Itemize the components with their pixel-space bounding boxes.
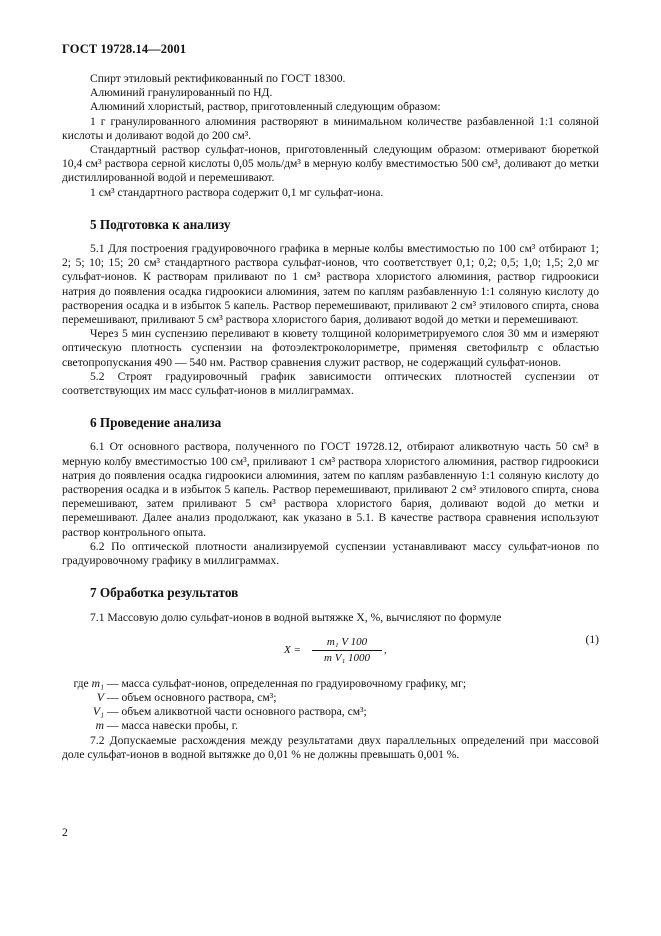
paragraph: 7.1 Массовую долю сульфат-ионов в водной вытяжке X, %, вычисляют по формуле (90, 610, 502, 624)
reagent-line: 1 г гранулированного алюминия растворяют в минимальном количестве разбавленной 1:1 соляной кислоты и доливают водой до 200 см³. (62, 114, 599, 142)
legend-text: — объем основного раствора, см³; (107, 690, 277, 704)
legend-symbol: m₁ (91, 676, 104, 690)
legend-text: — масса сульфат-ионов, определенная по градуировочному графику, мг; (107, 676, 467, 690)
section-heading: 6 Проведение анализа (90, 415, 222, 431)
paragraph: 7.2 Допускаемые расхождения между результатами двух параллельных определений при массовой доле сульфат-ионов в водной вытяжке до 0,01 % не должны превышать 0,001 %. (62, 733, 599, 761)
reagent-line: 1 см³ стандартного раствора содержит 0,1 мг сульфат-иона. (90, 185, 384, 199)
paragraph: 6.1 От основного раствора, полученного по ГОСТ 19728.12, отбирают аликвотную часть 50 см³ в мерную колбу вместимостью 100 см³, приливают 1 см³ раствора хлористого алюминия, раствор гидроокиси натрия до появления осадка гидроокиси алюминия, затем по каплям разбавленную 1:1 соляную кислоту до растворения осадка и в избыток 5 капель. Раствор перемешивают, приливают 2 см³ этилового спирта, снова перемешивают, затем приливают 5 см³ раствора хлористого бария, доливают водой до метки и перемешивают. Далее анализ продолжают, как указано в 5.1. В качестве раствора сравнения используют раствор контрольного опыта. (62, 440, 599, 539)
formula-block (62, 633, 599, 671)
formula-denominator: m V₁ 1000 (324, 651, 370, 664)
paragraph: 5.2 Строят градуировочный график зависимости оптических плотностей суспензии от соответствующих им масс сульфат-ионов в миллиграммах. (62, 369, 599, 398)
formula-lhs: X = (284, 643, 301, 656)
reagent-line: Алюминий хлористый, раствор, приготовленный следующим образом: (90, 100, 441, 114)
page-number: 2 (62, 826, 68, 839)
legend-symbol: V (96, 690, 104, 704)
legend-symbol: m (95, 719, 104, 733)
formula-tail: , (384, 643, 387, 656)
paragraph: Через 5 мин суспензию переливают в кювету толщиной колориметрируемого слоя 30 мм и измеряют оптическую плотность суспензии на фотоэлектроколориметре, применяя светофильтр с областью светопропускания 490 — 540 нм. Раствор сравнения служит раствор, не содержащий сульфат-ионов. (62, 327, 599, 369)
variable-legend (62, 677, 599, 734)
legend-row (62, 705, 599, 719)
section-heading: 5 Подготовка к анализу (90, 216, 231, 232)
reagent-line: Спирт этиловый ректификованный по ГОСТ 18300. (90, 72, 346, 85)
legend-lead: где (73, 676, 89, 690)
paragraph: 5.1 Для построения градуировочного графика в мерные колбы вместимостью по 100 см³ отбирают 1; 2; 5; 10; 15; 20 см³ стандартного раствора сульфат-ионов, что соответствует 0,1; 0,2; 0,5; 1,0; 1,5; 2,0 мг сульфат-ионов. К растворам приливают по 1 см³ раствора хлористого алюминия, раствор гидроокиси натрия до появления осадка гидроокиси алюминия, затем по каплям разбавленную 1:1 соляную кислоту до растворения осадка и в избыток 5 капель. Раствор перемешивают, приливают 2 см³ этилового спирта, снова перемешивают, приливают 5 см³ раствора хлористого бария, доливают водой до метки и перемешивают. (62, 242, 599, 327)
reagent-line: Стандартный раствор сульфат-ионов, приготовленный следующим образом: отмеривают бюреткой 10,4 см³ раствора серной кислоты 0,05 моль/дм³ в мерную колбу вместимостью 500 см³, доливают до метки дистиллированной водой и перемешивают. (62, 143, 599, 185)
section-heading: 7 Обработка результатов (90, 585, 239, 601)
document-body (62, 72, 599, 762)
legend-text: — масса навески пробы, г. (107, 719, 239, 733)
legend-row (62, 677, 599, 691)
document-header: ГОСТ 19728.14—2001 (62, 42, 187, 56)
legend-row (62, 719, 599, 733)
legend-text: — объем аликвотной части основного раствора, см³; (107, 705, 367, 719)
equation-number: (1) (585, 632, 599, 646)
formula-numerator: m₁ V 100 (312, 635, 382, 651)
legend-row (62, 691, 599, 705)
legend-symbol: V₁ (92, 705, 104, 719)
reagent-line: Алюминий гранулированный по НД. (90, 86, 273, 100)
paragraph: 6.2 По оптической плотности анализируемой суспензии устанавливают массу сульфат-ионов по градуировочному графику в миллиграммах. (62, 539, 599, 568)
